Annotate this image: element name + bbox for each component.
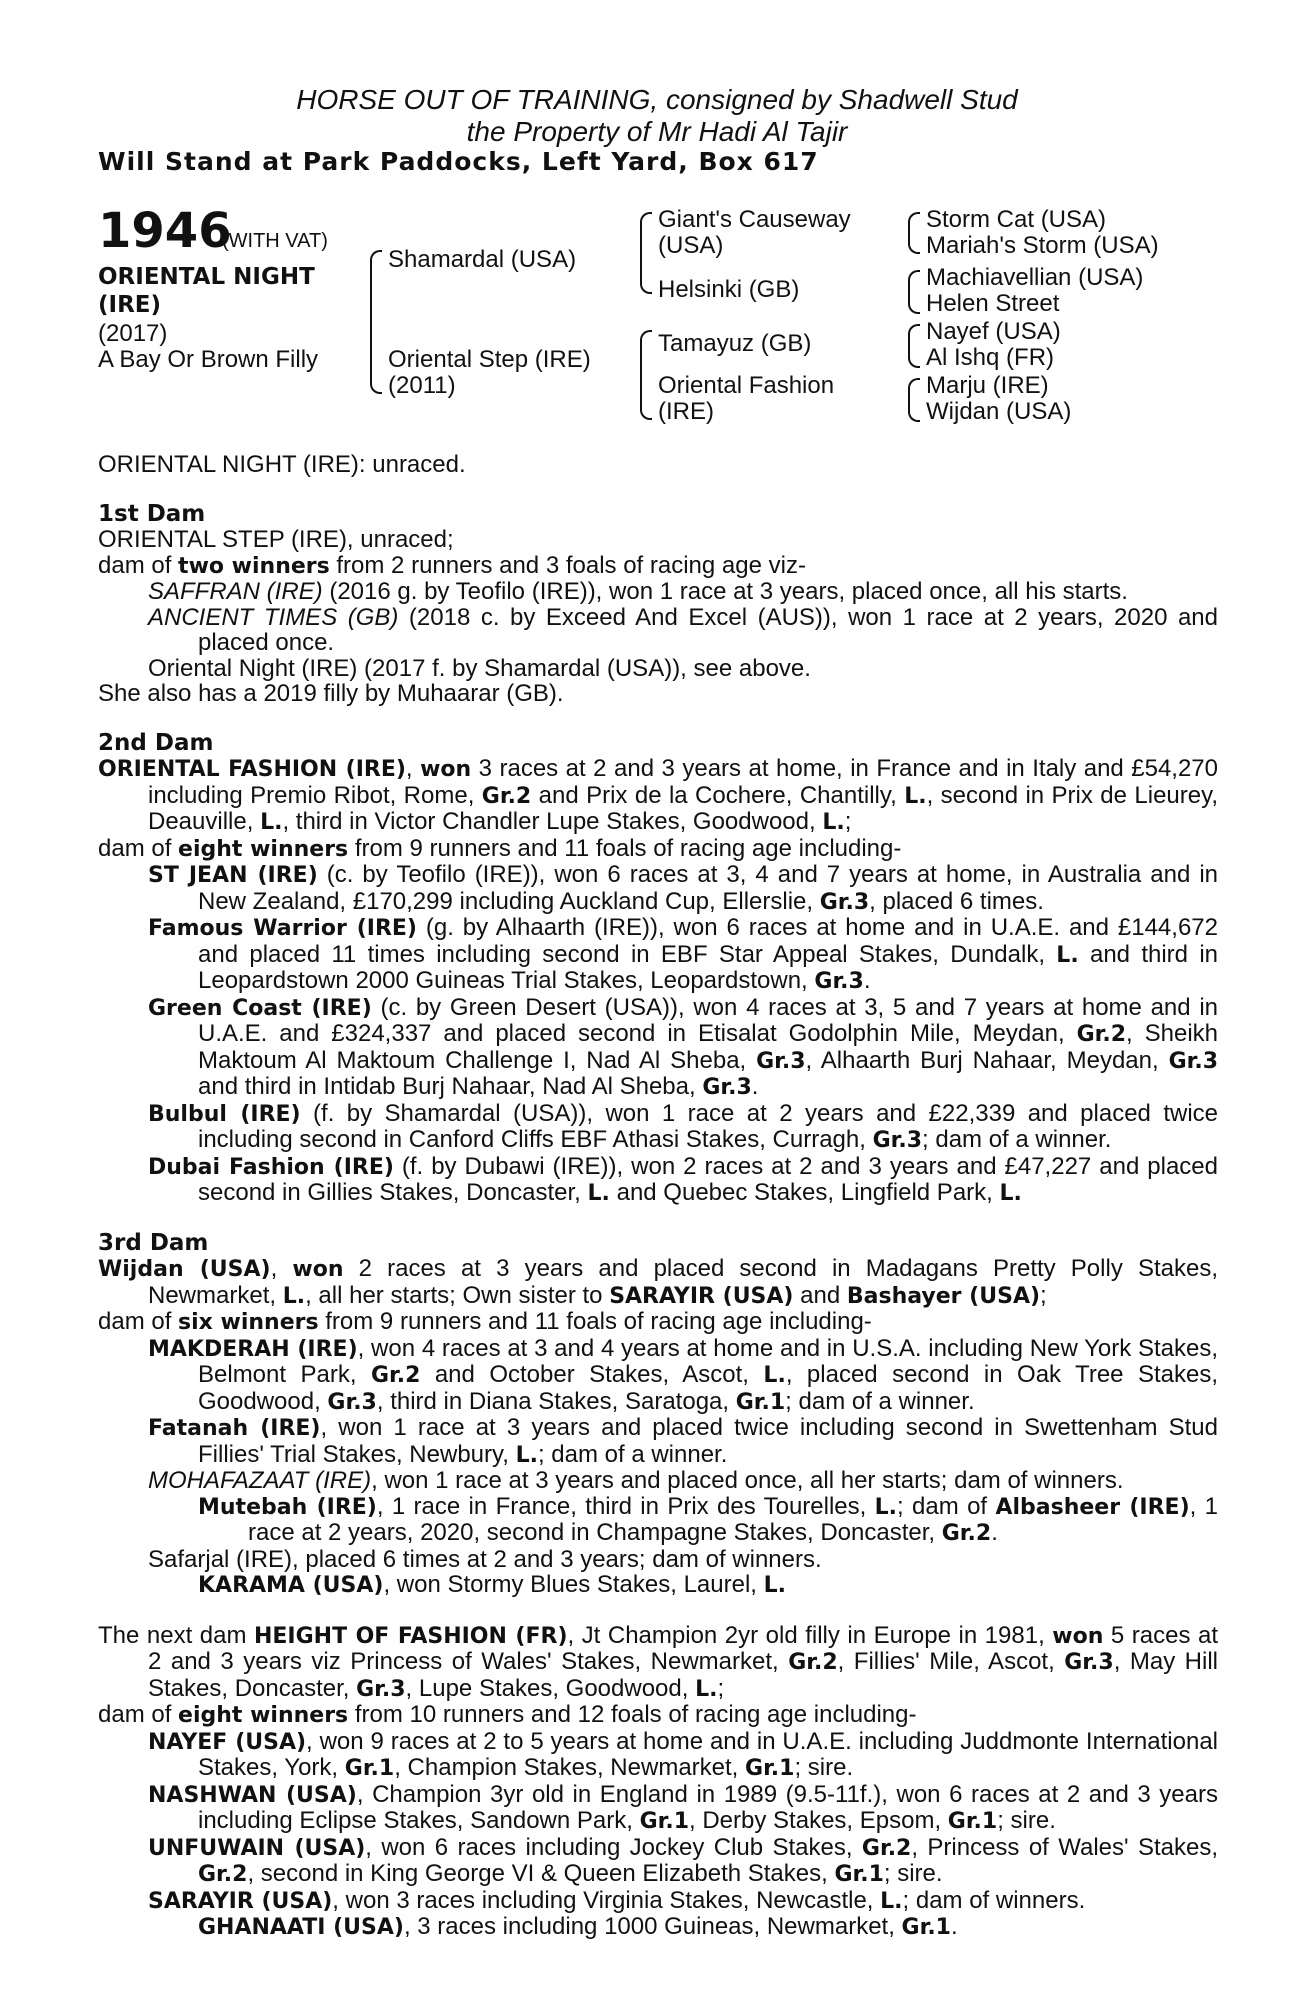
produce-entry: UNFUWAIN (USA), won 6 races including Jockey Club Stakes, Gr.2, Princess of Wales' Stakes, Gr.2, second in King George VI & Queen Elizabeth Stakes, Gr.1; sire. [148,1833,1219,1887]
dam1-produce: dam of two winners from 2 runners and 3 foals of racing age viz- [98,551,806,579]
race-summary: ORIENTAL NIGHT (IRE): unraced. [98,451,466,478]
produce-entry: ANCIENT TIMES (GB) (2018 c. by Exceed And Excel (AUS)), won 1 race at 2 years, 2020 and placed once. [148,603,1218,656]
produce-entry: Green Coast (IRE) (c. by Green Desert (USA)), won 4 races at 3, 5 and 7 years at home and in U.A.E. and £324,337 and placed second in Etisalat Godolphin Mile, Meydan, Gr.2, Sheikh Maktoum Al Maktoum Challenge I, Nad Al Sheba, Gr.3, Alhaarth Burj Nahaar, Meydan, Gr.3 and third in Intidab Burj Nahaar, Nad Al Sheba, Gr.3. [148,993,1218,1100]
produce-entry: SAFFRAN (IRE) (2016 g. by Teofilo (IRE)), won 1 race at 3 years, placed once, all his starts. [148,578,1128,605]
produce-entry: Bulbul (IRE) (f. by Shamardal (USA)), won 1 race at 2 years and £22,339 and placed twice including second in Canford Cliffs EBF Athasi Stakes, Curragh, Gr.3; dam of a winner. [148,1099,1218,1153]
pedigree-dam-dam-line2: (IRE) [658,398,714,425]
vat-label: (WITH VAT) [222,230,328,252]
dam3-record: Wijdan (USA), won 2 races at 3 years and placed second in Madagans Pretty Polly Stakes, Newmarket, L., all her starts; Own sister to SARAYIR (USA) and Bashayer (USA); [98,1255,1218,1309]
header-owner: the Property of Mr Hadi Al Tajir [466,116,848,147]
pedigree-dsd: Al Ishq (FR) [926,344,1055,371]
produce-entry: Mutebah (IRE), 1 race in France, third in Prix des Tourelles, L.; dam of Albasheer (IRE), 1 race at 2 years, 2020, second in Champagne Stakes, Doncaster, Gr.2. [198,1492,1218,1546]
produce-entry: GHANAATI (USA), 3 races including 1000 Guineas, Newmarket, Gr.1. [198,1913,958,1940]
horse-name [98,263,315,319]
catalogue-body [98,452,1218,1941]
lot-number: 1946 [98,203,232,259]
dam1-line: ORIENTAL STEP (IRE), unraced; [98,526,454,553]
pedigree-sire-sire-line1: Giant's Causeway [658,206,851,233]
produce-entry: NASHWAN (USA), Champion 3yr old in England in 1989 (9.5-11f.), won 6 races at 2 and 3 years including Eclipse Stakes, Sandown Park, Gr.1, Derby Stakes, Epsom, Gr.1; sire. [148,1780,1218,1834]
produce-entry: Famous Warrior (IRE) (g. by Alhaarth (IRE)), won 6 races at home and in U.A.E. and £144,672 and placed 11 times including second in EBF Star Appeal Stakes, Dundalk, L. and third in Leopardstown 2000 Guineas Trial Stakes, Leopardstown, Gr.3. [148,914,1218,994]
pedigree-bracket [908,378,920,422]
header-location: Will Stand at Park Paddocks, Left Yard, Box 617 [98,147,819,176]
pedigree-bracket [640,212,652,294]
pedigree-dam-sire: Tamayuz (GB) [658,330,812,357]
next-dam-produce: dam of eight winners from 10 runners and 12 foals of racing age including- [98,1701,917,1728]
produce-entry: NAYEF (USA), won 9 races at 2 to 5 years at home and in U.A.E. including Juddmonte International Stakes, York, Gr.1, Champion Stakes, Newmarket, Gr.1; sire. [148,1727,1219,1781]
pedigree-sdd: Helen Street [926,290,1060,317]
pedigree-bracket [908,270,920,314]
horse-description: A Bay Or Brown Filly [98,346,319,373]
section-heading-3rd-dam: 3rd Dam [98,1229,209,1256]
section-heading-2nd-dam: 2nd Dam [98,729,214,756]
pedigree-dam-line1: Oriental Step (IRE) [388,346,591,373]
header-title: HORSE OUT OF TRAINING, consigned by Shadwell Stud [296,84,1018,115]
pedigree-bracket [370,250,382,394]
dam1-note: She also has a 2019 filly by Muhaarar (GB). [98,680,564,707]
pedigree-dam-line2: (2011) [388,372,456,399]
produce-entry: ST JEAN (IRE) (c. by Teofilo (IRE)), won 6 races at 3, 4 and 7 years at home, in Australia and in New Zealand, £170,299 including Auckland Cup, Ellerslie, Gr.3, placed 6 times. [148,861,1218,915]
produce-entry: SARAYIR (USA), won 3 races including Virginia Stakes, Newcastle, L.; dam of winners. [148,1886,1086,1914]
pedigree-dam-dam-line1: Oriental Fashion [658,372,835,399]
produce-entry: KARAMA (USA), won Stormy Blues Stakes, Laurel, L. [198,1571,787,1598]
pedigree-dds: Marju (IRE) [926,372,1049,399]
section-heading-1st-dam: 1st Dam [98,500,206,527]
produce-entry: Safarjal (IRE), placed 6 times at 2 and 3 years; dam of winners. [148,1545,822,1573]
horse-name-line1: ORIENTAL NIGHT [98,264,315,290]
pedigree-bracket [908,212,920,254]
pedigree-ddd: Wijdan (USA) [926,398,1072,425]
produce-entry: Dubai Fashion (IRE) (f. by Dubawi (IRE)), won 2 races at 2 and 3 years and £47,227 and placed second in Gillies Stakes, Doncaster, L. and Quebec Stakes, Lingfield Park, L. [148,1152,1218,1206]
pedigree-sss: Storm Cat (USA) [926,206,1107,233]
produce-entry: Fatanah (IRE), won 1 race at 3 years and placed twice including second in Swettenham Stud Fillies' Trial Stakes, Newbury, L.; dam of a winner. [148,1414,1218,1468]
pedigree-sire: Shamardal (USA) [388,246,577,273]
next-dam-record: The next dam HEIGHT OF FASHION (FR), Jt Champion 2yr old filly in Europe in 1981, won 5 races at 2 and 3 years viz Princess of Wales' Stakes, Newmarket, Gr.2, Fillies' Mile, Ascot, Gr.3, May Hill Stakes, Doncaster, Gr.3, Lupe Stakes, Goodwood, L.; [98,1621,1219,1702]
produce-entry: Oriental Night (IRE) (2017 f. by Shamardal (USA)), see above. [148,654,811,682]
dam3-produce: dam of six winners from 9 runners and 11 foals of racing age including- [98,1308,872,1335]
horse-name-line2: (IRE) [98,292,162,318]
pedigree-bracket [908,324,920,368]
pedigree-sire-sire-line2: (USA) [658,232,724,259]
dam2-produce: dam of eight winners from 9 runners and 11 foals of racing age including- [98,834,902,862]
pedigree-dss: Nayef (USA) [926,318,1061,345]
produce-entry: MOHAFAZAAT (IRE), won 1 race at 3 years and placed once, all her starts; dam of winners. [148,1467,1124,1494]
dam2-record: ORIENTAL FASHION (IRE), won 3 races at 2 and 3 years at home, in France and in Italy and £54,270 including Premio Ribot, Rome, Gr.2 and Prix de la Cochere, Chantilly, L., second in Prix de Lieurey, Deauville, L., third in Victor Chandler Lupe Stakes, Goodwood, L.; [98,755,1219,835]
pedigree-bracket [640,330,652,420]
pedigree-ssd: Mariah's Storm (USA) [926,232,1159,259]
pedigree-sds: Machiavellian (USA) [926,264,1144,291]
pedigree-sire-dam: Helsinki (GB) [658,276,800,303]
produce-entry: MAKDERAH (IRE), won 4 races at 3 and 4 years at home and in U.S.A. including New York Stakes, Belmont Park, Gr.2 and October Stakes, Ascot, L., placed second in Oak Tree Stakes, Goodwood, Gr.3, third in Diana Stakes, Saratoga, Gr.1; dam of a winner. [148,1334,1218,1415]
foaling-year: (2017) [98,320,168,347]
